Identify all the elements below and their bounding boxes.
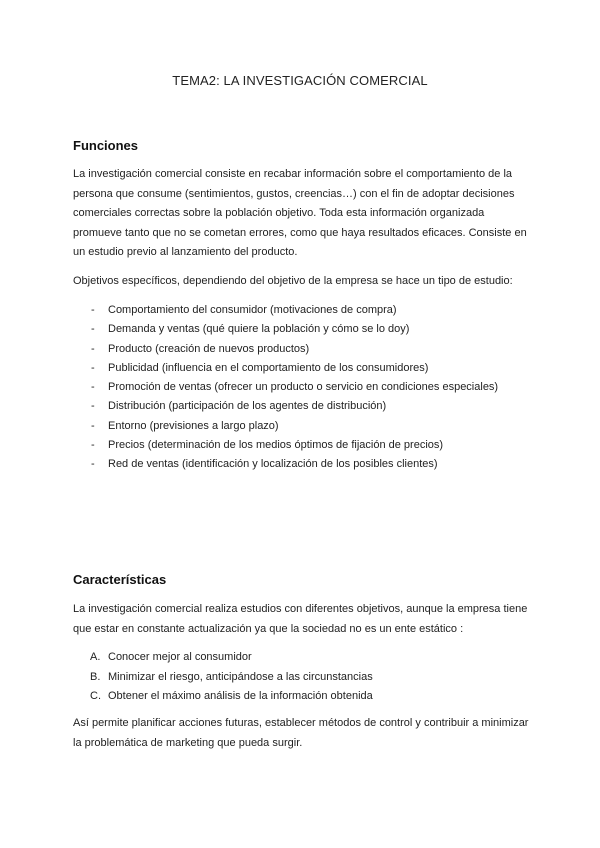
list-item [73, 455, 498, 474]
objectives-list [73, 301, 498, 475]
list-item-text: Obtener el máximo análisis de la información obtenida [108, 690, 373, 702]
section-heading-caracteristicas: Características [73, 572, 167, 587]
list-item [73, 436, 498, 455]
list-dash-marker: - [91, 400, 95, 413]
list-item [73, 417, 498, 436]
list-item-text: Promoción de ventas (ofrecer un producto o servicio en condiciones especiales) [108, 381, 499, 394]
list-item-text: Entorno (previsiones a largo plazo) [108, 419, 279, 432]
funciones-paragraph-1: La investigación comercial consiste en recabar información sobre el comportamiento de la persona que consume (sentimientos, gustos, creencias…) con el fin de adoptar decisiones comerciales correctas sobre la población objetivo. Toda esta información organizada promueve tanto que no se cometan errores, como que haya resultados eficaces. Consiste en un estudio previo al lanzamiento del producto. [73, 168, 527, 258]
list-item [73, 648, 373, 668]
list-item [73, 320, 498, 339]
list-item [73, 359, 498, 378]
caracteristicas-paragraph-2: Así permite planificar acciones futuras, establecer métodos de control y contribuir a minimizar la problemática de marketing que pueda surgir. [73, 717, 529, 749]
list-dash-marker: - [91, 361, 95, 374]
list-item-text: Demanda y ventas (qué quiere la población y cómo se lo doy) [108, 323, 410, 336]
list-dash-marker: - [91, 304, 95, 316]
list-item [73, 397, 498, 416]
list-item-text: Comportamiento del consumidor (motivaciones de compra) [108, 304, 397, 316]
list-dash-marker: - [91, 419, 95, 432]
list-item [73, 668, 373, 688]
list-item [73, 340, 498, 359]
list-letter-marker: A. [90, 651, 101, 663]
list-item [73, 687, 373, 707]
caracteristicas-list [73, 648, 373, 707]
list-dash-marker: - [91, 458, 95, 471]
funciones-paragraph-2: Objetivos específicos, dependiendo del objetivo de la empresa se hace un tipo de estudio: [73, 275, 513, 287]
list-item-text: Conocer mejor al consumidor [108, 651, 252, 663]
list-item-text: Red de ventas (identificación y localización de los posibles clientes) [108, 458, 438, 471]
list-item [73, 301, 498, 320]
list-dash-marker: - [91, 439, 95, 452]
list-item-text: Precios (determinación de los medios óptimos de fijación de precios) [108, 439, 444, 452]
list-item-text: Producto (creación de nuevos productos) [108, 342, 310, 355]
list-dash-marker: - [91, 323, 95, 336]
document-title: TEMA2: LA INVESTIGACIÓN COMERCIAL [172, 73, 428, 88]
list-letter-marker: B. [90, 670, 101, 683]
list-item-text: Distribución (participación de los agentes de distribución) [108, 400, 387, 413]
list-letter-marker: C. [90, 690, 101, 702]
list-dash-marker: - [91, 342, 95, 355]
list-dash-marker: - [91, 381, 95, 394]
list-item [73, 378, 498, 397]
section-heading-funciones: Funciones [73, 138, 139, 153]
list-item-text: Minimizar el riesgo, anticipándose a las circunstancias [108, 670, 373, 683]
caracteristicas-paragraph-1: La investigación comercial realiza estudios con diferentes objetivos, aunque la empresa tiene que estar en constante actualización ya que la sociedad no es un ente estático : [73, 603, 528, 635]
list-item-text: Publicidad (influencia en el comportamiento de los consumidores) [108, 361, 429, 374]
